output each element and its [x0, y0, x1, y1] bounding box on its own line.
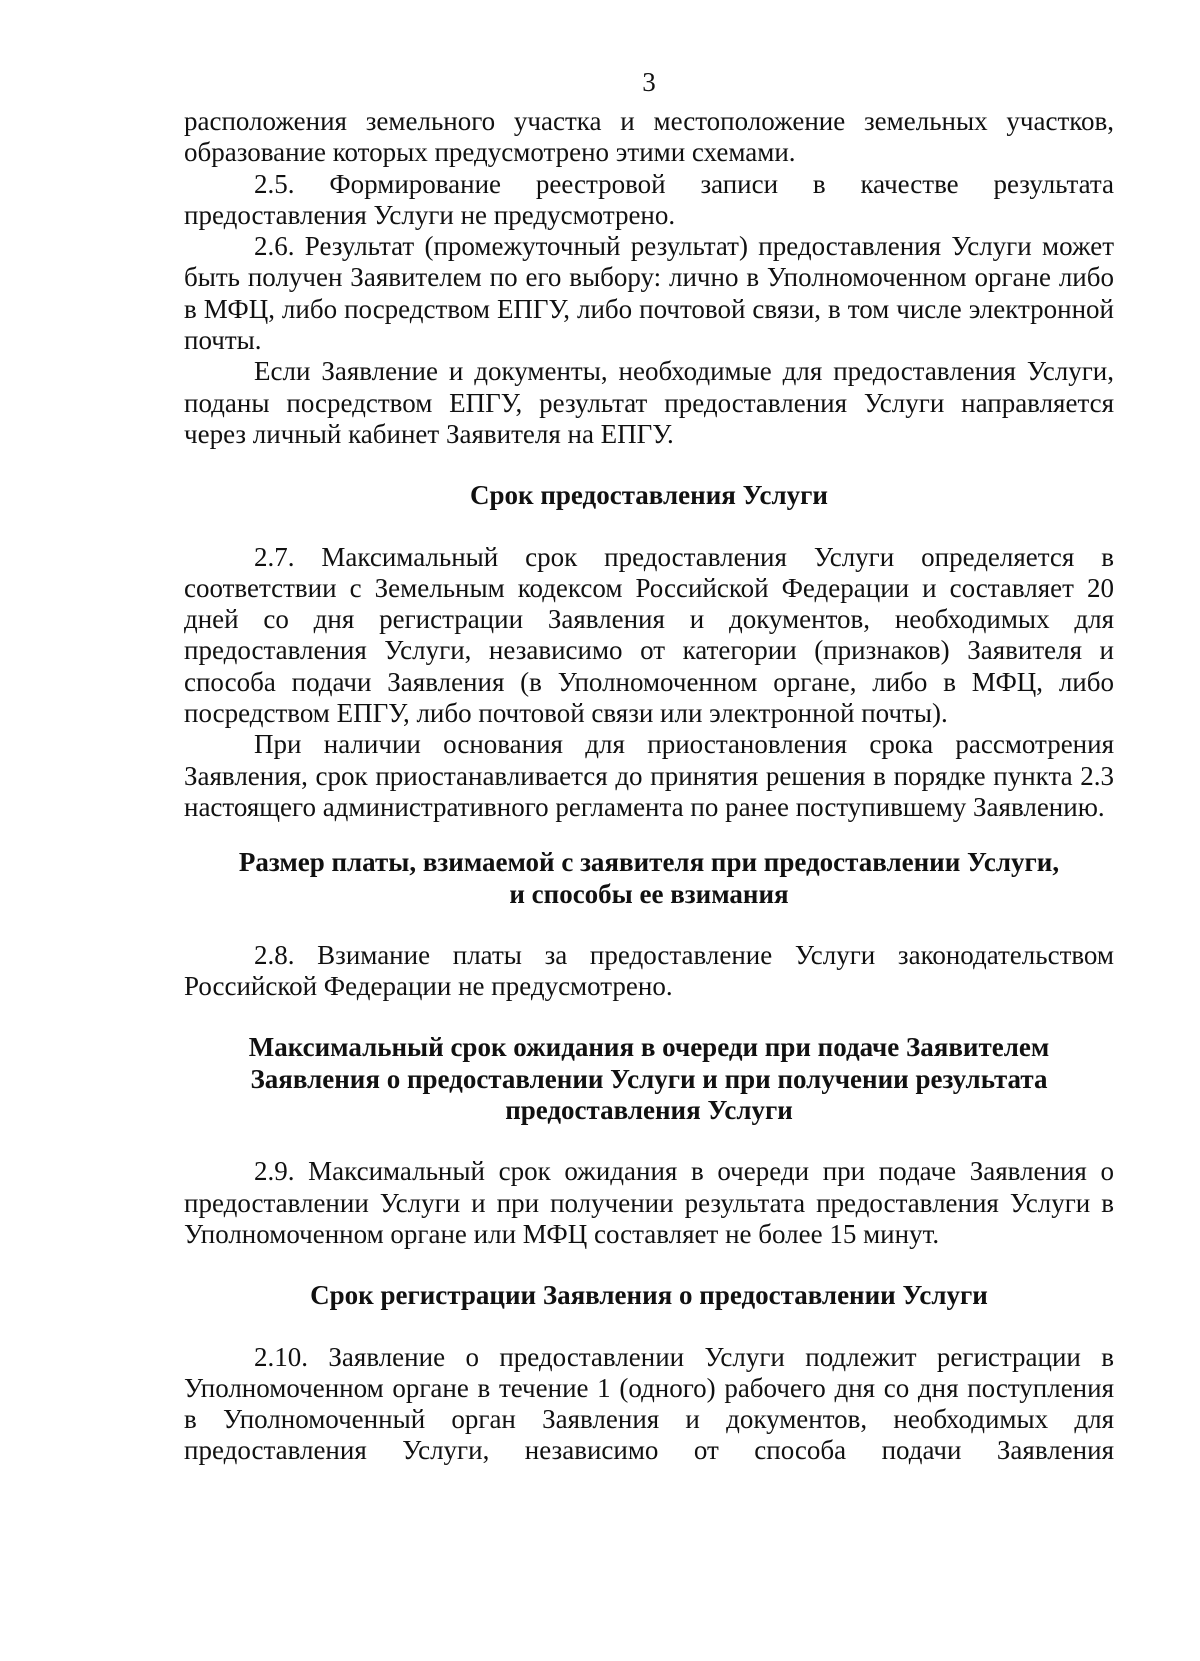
paragraph-epgu-result: Если Заявление и документы, необходимые для предоставления Услуги, поданы посредством ЕПГУ, результат предоставления Услуги направляется через личный кабинет Заявителя на ЕПГУ.: [184, 356, 1114, 449]
heading-fee: [184, 847, 1114, 910]
paragraph-suspension: При наличии основания для приостановления срока рассмотрения Заявления, срок приостанавливается до принятия решения в порядке пункта 2.3 настоящего административного регламента по ранее поступившему Заявлению.: [184, 729, 1114, 822]
page-number: 3: [642, 67, 656, 97]
paragraph-2-8: 2.8. Взимание платы за предоставление Услуги законодательством Российской Федерации не предусмотрено.: [184, 939, 1114, 1002]
heading-fee-line-1: Размер платы, взимаемой с заявителя при предоставлении Услуги,: [238, 847, 1060, 878]
heading-queue-time: [184, 1032, 1114, 1126]
paragraph-2-5: 2.5. Формирование реестровой записи в качестве результата предоставления Услуги не предусмотрено.: [184, 168, 1114, 230]
heading-service-term: Срок предоставления Услуги: [470, 480, 828, 511]
paragraph-2-7: 2.7. Максимальный срок предоставления Услуги определяется в соответствии с Земельным кодексом Российской Федерации и составляет 20 дней со дня регистрации Заявления и документов, необходимых для предоставления Услуги, независимо от категории (признаков) Заявителя и способа подачи Заявления (в Уполномоченном органе, либо в МФЦ, либо посредством ЕПГУ, либо почтовой связи или электронной почты).: [184, 541, 1114, 729]
document-page: [184, 66, 1114, 1467]
heading-queue-line-1: Максимальный срок ожидания в очереди при подаче Заявителем: [248, 1032, 1050, 1063]
heading-queue-line-3: предоставления Услуги: [505, 1095, 793, 1126]
heading-queue-line-2: Заявления о предоставлении Услуги и при получении результата: [250, 1063, 1048, 1094]
paragraph-2-6: 2.6. Результат (промежуточный результат) предоставления Услуги может быть получен Заявителем по его выбору: лично в Уполномоченном органе либо в МФЦ, либо посредством ЕПГУ, либо почтовой связи, в том числе электронной почты.: [184, 231, 1114, 356]
heading-registration-term: Срок регистрации Заявления о предоставлении Услуги: [310, 1280, 988, 1311]
paragraph-continuation: расположения земельного участка и местоположение земельных участков, образование которых предусмотрено этими схемами.: [184, 106, 1114, 168]
paragraph-2-10: 2.10. Заявление о предоставлении Услуги подлежит регистрации в Уполномоченном органе в течение 1 (одного) рабочего дня со дня поступления в Уполномоченный орган Заявления и документов, необходимых для предоставления Услуги, независимо от способа подачи Заявления: [184, 1341, 1114, 1466]
paragraph-2-9: 2.9. Максимальный срок ожидания в очереди при подаче Заявления о предоставлении Услуги и при получении результата предоставления Услуги в Уполномоченном органе или МФЦ составляет не более 15 минут.: [184, 1156, 1114, 1249]
heading-fee-line-2: и способы ее взимания: [509, 878, 789, 909]
